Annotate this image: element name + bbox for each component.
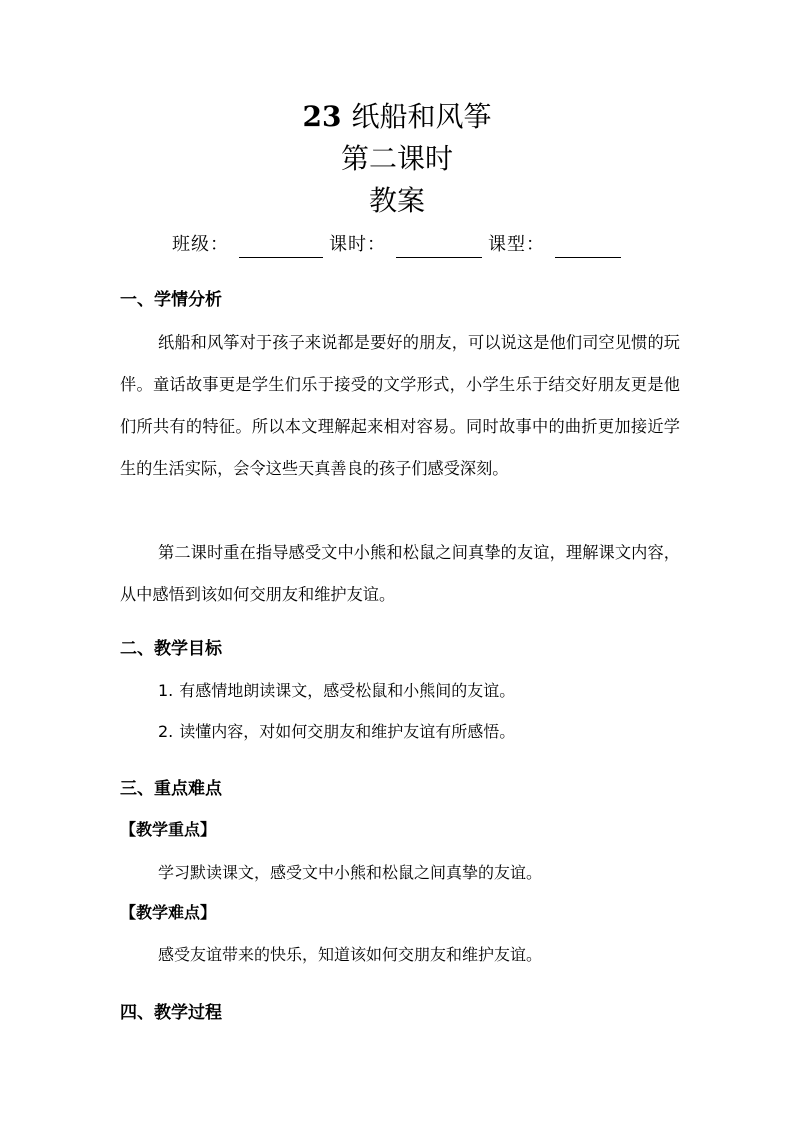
objective-text: 有感情地朗读课文，感受松鼠和小熊间的友谊。 <box>179 681 516 700</box>
objective-item-1 <box>158 679 515 703</box>
section-heading-process: 四、教学过程 <box>120 1003 222 1023</box>
class-blank <box>239 237 323 258</box>
section-heading-objectives: 二、教学目标 <box>120 639 222 659</box>
section-heading-key-points: 三、重点难点 <box>120 779 222 799</box>
difficulty-text: 感受友谊带来的快乐，知道该如何交朋友和维护友谊。 <box>158 945 543 964</box>
analysis-paragraph-2: 第二课时重在指导感受文中小熊和松鼠之间真挚的友谊，理解课文内容，从中感悟到该如何交朋友和维护友谊。 <box>120 543 680 604</box>
class-label: 班级： <box>172 234 229 255</box>
objective-number: 2. <box>158 722 174 741</box>
key-point-label: 【教学重点】 <box>120 820 217 839</box>
analysis-paragraph-1: 纸船和风筝对于孩子来说都是要好的朋友，可以说这是他们司空见惯的玩伴。童话故事更是学生们乐于接受的文学形式，小学生乐于结交好朋友更是他们所共有的特征。所以本文理解起来相对容易。同时故事中的曲折更加接近学生的生活实际，会令这些天真善良的孩子们感受深刻。 <box>120 333 680 478</box>
type-blank <box>555 237 621 258</box>
objective-number: 1. <box>158 681 174 700</box>
objective-item-2 <box>158 720 515 744</box>
lesson-number: 23 <box>302 100 342 133</box>
lesson-meta-line <box>172 232 627 258</box>
period-blank <box>396 237 482 258</box>
lesson-period-title: 第二课时 <box>340 142 453 175</box>
key-point-text: 学习默读课文，感受文中小熊和松鼠之间真挚的友谊。 <box>158 863 543 882</box>
period-label: 课时： <box>329 234 386 255</box>
difficulty-label: 【教学难点】 <box>120 903 217 922</box>
lesson-name: 纸船和风筝 <box>351 100 492 133</box>
type-label: 课型： <box>488 234 545 255</box>
objective-text: 读懂内容，对如何交朋友和维护友谊有所感悟。 <box>179 722 516 741</box>
lesson-kind-title: 教案 <box>368 184 425 217</box>
lesson-title <box>0 100 794 134</box>
section-heading-analysis: 一、学情分析 <box>120 290 222 310</box>
